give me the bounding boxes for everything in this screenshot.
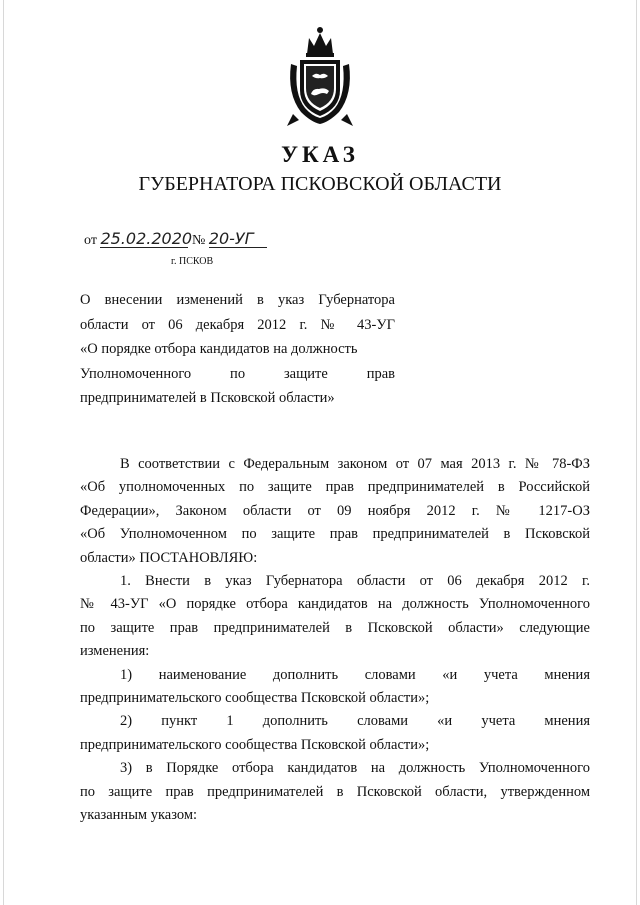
date-number-row bbox=[84, 230, 267, 249]
scan-edge-left bbox=[3, 0, 4, 905]
body-line: по защите прав предпринимателей в Псковской области, утвержденном bbox=[80, 783, 590, 800]
body-line: предпринимательского сообщества Псковской области»; bbox=[80, 690, 430, 707]
body-line: 2) пункт 1 дополнить словами «и учета мнения bbox=[120, 713, 590, 730]
document-title: УКАЗ bbox=[281, 142, 359, 167]
body-line: Федерации», Законом области от 09 ноября 2012 г. № 1217-ОЗ bbox=[80, 502, 590, 519]
body-line: 3) в Порядке отбора кандидатов на должность Уполномоченного bbox=[120, 760, 590, 777]
document-body bbox=[80, 453, 590, 828]
handwritten-number: 20-УГ bbox=[209, 230, 267, 248]
subject-line: О внесении изменений в указ Губернатора bbox=[80, 292, 395, 308]
subject-line: «О порядке отбора кандидатов на должность bbox=[80, 341, 358, 357]
handwritten-date: 25.02.2020 bbox=[100, 229, 193, 248]
body-line: «Об Уполномоченном по защите прав предпринимателей в Псковской bbox=[80, 526, 590, 543]
body-line: по защите прав предпринимателей в Псковской области» следующие bbox=[80, 619, 590, 636]
document-subtitle: ГУБЕРНАТОРА ПСКОВСКОЙ ОБЛАСТИ bbox=[138, 173, 502, 195]
body-line: «Об уполномоченных по защите прав предпринимателей в Российской bbox=[80, 479, 590, 496]
city-label: г. ПСКОВ bbox=[171, 256, 214, 267]
number-prefix: № bbox=[191, 233, 206, 248]
body-line: предпринимательского сообщества Псковской области»; bbox=[80, 736, 430, 753]
date-prefix: от bbox=[84, 233, 97, 248]
document-subject bbox=[80, 288, 395, 411]
subject-line: области от 06 декабря 2012 г. № 43-УГ bbox=[80, 316, 395, 333]
body-line: области» ПОСТАНОВЛЯЮ: bbox=[80, 549, 258, 566]
body-line: 1. Внести в указ Губернатора области от 06 декабря 2012 г. bbox=[120, 573, 590, 590]
body-line: 1) наименование дополнить словами «и учета мнения bbox=[120, 666, 590, 683]
coat-of-arms-icon bbox=[283, 24, 357, 128]
body-line: В соответствии с Федеральным законом от 07 мая 2013 г. № 78-ФЗ bbox=[120, 456, 590, 472]
subject-line: Уполномоченного по защите прав bbox=[80, 365, 395, 382]
subject-line: предпринимателей в Псковской области» bbox=[80, 390, 335, 406]
body-line: указанным указом: bbox=[80, 807, 198, 824]
body-line: изменения: bbox=[80, 643, 150, 660]
scan-edge-right bbox=[636, 0, 637, 905]
body-line: № 43-УГ «О порядке отбора кандидатов на должность Уполномоченного bbox=[80, 596, 590, 613]
